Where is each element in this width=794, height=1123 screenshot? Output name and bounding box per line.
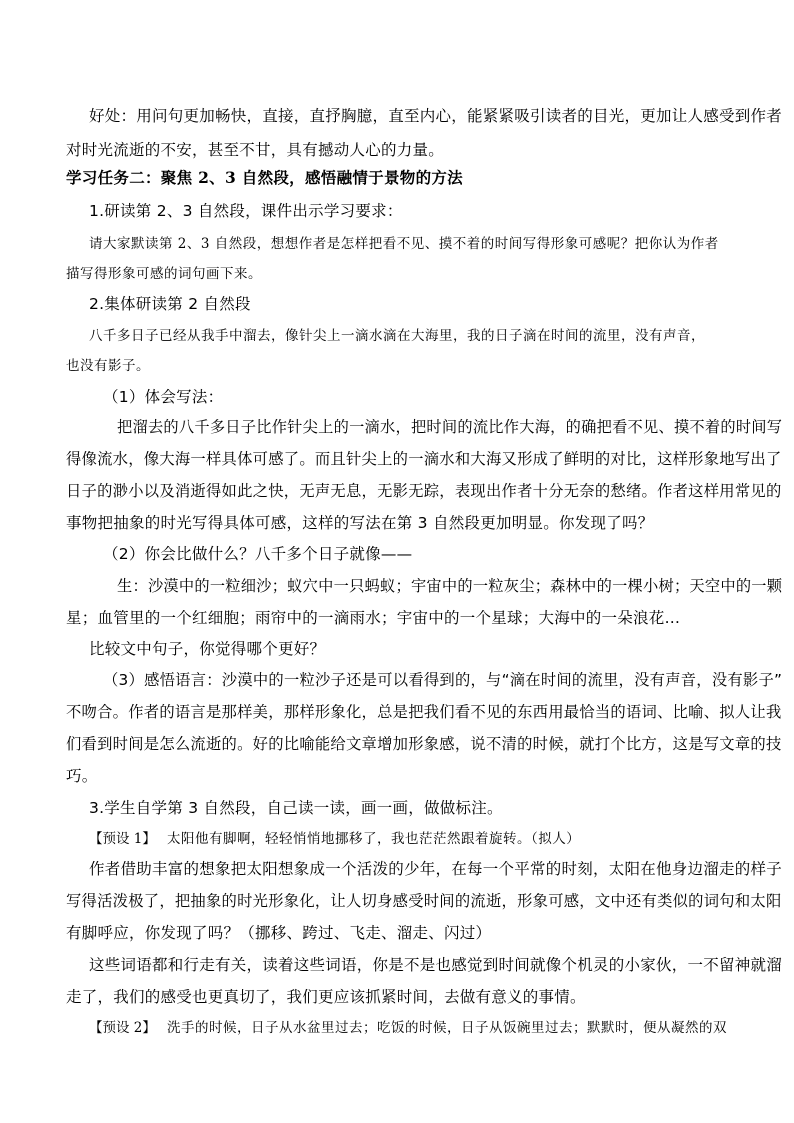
text-line: 事物把抽象的时光写得具体可感，这样的写法在第 3 自然段更加明显。你发现了吗？ bbox=[66, 514, 654, 532]
text-line: 1.研读第 2、3 自然段，课件出示学习要求： bbox=[89, 202, 403, 220]
text-line: （3）感悟语言：沙漠中的一粒沙子还是可以看得到的，与“滴在时间的流里，没有声音，没有影子” bbox=[103, 671, 783, 689]
text-line: 洗手的时候，日子从水盆里过去；吃饭的时候，日子从饭碗里过去；默默时，便从凝然的双 bbox=[167, 1020, 727, 1036]
text-line: 对时光流逝的不安，甚至不甘，具有撼动人心的力量。 bbox=[66, 141, 445, 159]
text-line: 八千多日子已经从我手中溜去，像针尖上一滴水滴在大海里，我的日子滴在时间的流里，没有声音， bbox=[89, 328, 705, 344]
text-line: 巧。 bbox=[66, 767, 98, 785]
text-line: （1）体会写法： bbox=[103, 388, 224, 406]
text-line: 不吻合。作者的语言是那样美，那样形象化，总是把我们看不见的东西用最恰当的语词、比喻、拟人让我 bbox=[66, 703, 782, 721]
text-line: 星；血管里的一个红细胞；雨帘中的一滴雨水；宇宙中的一个星球；大海中的一朵浪花… bbox=[66, 609, 681, 627]
text-line: 写得活泼极了，把抽象的时光形象化，让人切身感受时间的流逝，形象可感，文中还有类似的词句和太阳 bbox=[66, 892, 782, 910]
text-line: 2.集体研读第 2 自然段 bbox=[89, 295, 251, 313]
text-line: （2）你会比做什么？八千多个日子就像—— bbox=[103, 545, 413, 563]
text-line: 请大家默读第 2、3 自然段，想想作者是怎样把看不见、摸不着的时间写得形象可感呢？把你认为作者 bbox=[89, 236, 719, 252]
text-line: 这些词语都和行走有关，读着这些词语，你是不是也感觉到时间就像个机灵的小家伙，一不留神就溜 bbox=[89, 956, 783, 974]
text-line: 【预设 2】 bbox=[89, 1020, 156, 1036]
text-line: 走了，我们的感受也更真切了，我们更应该抓紧时间，去做有意义的事情。 bbox=[66, 988, 586, 1006]
text-line: 也没有影子。 bbox=[66, 358, 150, 374]
text-line: 日子的渺小以及消逝得如此之快，无声无息，无影无踪，表现出作者十分无奈的愁绪。作者这样用常见的 bbox=[66, 482, 782, 500]
text-line: 【预设 1】 bbox=[89, 831, 156, 847]
section-heading: 学习任务二：聚焦 2、3 自然段，感悟融情于景物的方法 bbox=[66, 168, 463, 187]
text-line: 把溜去的八千多日子比作针尖上的一滴水，把时间的流比作大海，的确把看不见、摸不着的时间写 bbox=[117, 418, 783, 436]
text-line: 们看到时间是怎么流逝的。好的比喻能给文章增加形象感，说不清的时候，就打个比方，这是写文章的技 bbox=[66, 735, 782, 753]
text-line: 作者借助丰富的想象把太阳想象成一个活泼的少年，在每一个平常的时刻，太阳在他身边溜走的样子 bbox=[89, 860, 783, 878]
text-line: 好处：用问句更加畅快，直接，直抒胸臆，直至内心，能紧紧吸引读者的目光，更加让人感受到作者 bbox=[89, 107, 783, 125]
text-line: 太阳他有脚啊，轻轻悄悄地挪移了，我也茫茫然跟着旋转。（拟人） bbox=[167, 831, 581, 847]
text-line: 有脚呼应，你发现了吗？（挪移、跨过、飞走、溜走、闪过） bbox=[66, 924, 492, 942]
text-line: 比较文中句子，你觉得哪个更好？ bbox=[89, 640, 326, 658]
text-line: 3.学生自学第 3 自然段，自己读一读，画一画，做做标注。 bbox=[89, 799, 503, 817]
text-line: 得像流水，像大海一样具体可感了。而且针尖上的一滴水和大海又形成了鲜明的对比，这样形象地写出了 bbox=[66, 450, 782, 468]
text-line: 描写得形象可感的词句画下来。 bbox=[66, 266, 262, 282]
text-line: 生：沙漠中的一粒细沙；蚁穴中一只蚂蚁；宇宙中的一粒灰尘；森林中的一棵小树；天空中的一颗 bbox=[117, 577, 783, 595]
